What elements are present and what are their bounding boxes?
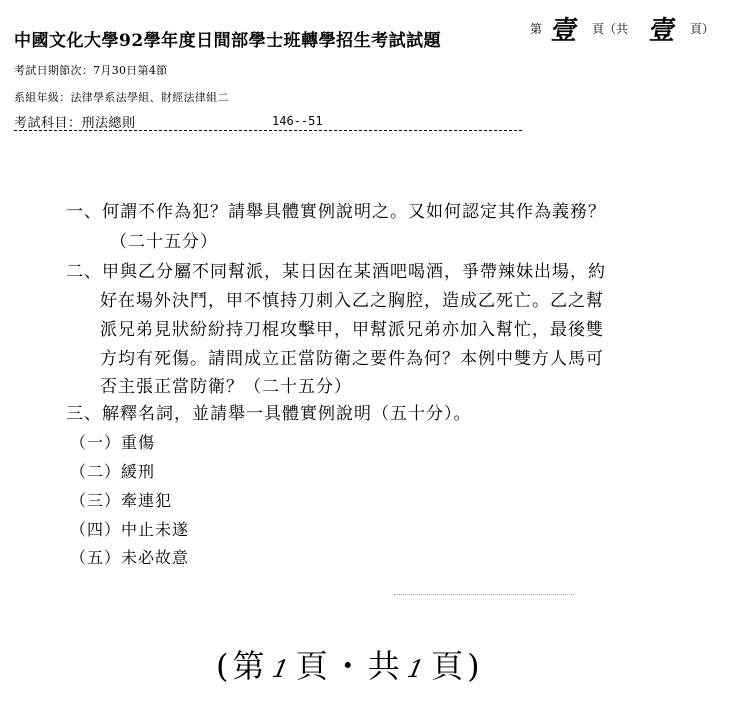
exam-date: 考試日期節次：7月30日第4節 — [14, 64, 168, 77]
handwritten-page-number: 壹 — [549, 16, 580, 46]
term-item-1: （一）重傷 — [70, 433, 156, 452]
exam-subject: 考試科目：刑法總則 — [14, 116, 136, 131]
footer-close: 頁) — [431, 647, 484, 685]
footer-open: (第 — [216, 647, 269, 685]
question-2-line-2: 好在場外決鬥，甲不慎持刀刺入乙之胸腔，造成乙死亡。乙之幫 — [100, 291, 604, 311]
page-indicator-total — [647, 10, 678, 47]
page-indicator-prefix: 第 — [530, 22, 543, 36]
question-1-line-2: （二十五分） — [110, 232, 218, 252]
term-item-5: （五）未必故意 — [70, 548, 190, 567]
question-1-line-1: 一、何謂不作為犯？請舉具體實例說明之。又如何認定其作為義務？ — [66, 202, 606, 222]
question-2-line-3: 派兄弟見狀紛紛持刀棍攻擊甲，甲幫派兄弟亦加入幫忙，最後雙 — [100, 320, 604, 340]
question-2-line-5: 否主張正當防衛？（二十五分） — [100, 377, 352, 397]
exam-title: 中國文化大學92學年度日間部學士班轉學招生考試試題 — [14, 31, 442, 51]
footer-page-number: 1 — [269, 655, 295, 683]
page-indicator-middle: 頁（共 — [592, 22, 629, 36]
faint-scan-marks — [394, 594, 574, 599]
footer-page-indicator — [216, 641, 484, 687]
question-3-line-1: 三、解釋名詞，並請舉一具體實例說明（五十分）。 — [66, 404, 472, 424]
footer-page-total: 1 — [404, 655, 431, 683]
question-2-line-1: 二、甲與乙分屬不同幫派，某日因在某酒吧喝酒，爭帶辣妹出場，約 — [66, 262, 606, 282]
term-item-4: （四）中止未遂 — [70, 520, 190, 539]
term-item-2: （二）緩刑 — [70, 462, 156, 481]
page-indicator-number — [549, 10, 580, 47]
divider-dashed — [14, 130, 522, 131]
question-2-line-4: 方均有死傷。請問成立正當防衛之要件為何？本例中雙方人馬可 — [100, 349, 604, 369]
page-indicator-suffix: 頁） — [690, 22, 715, 36]
footer-middle: 頁・共 — [295, 647, 404, 685]
exam-code: 146--51 — [272, 114, 323, 128]
handwritten-page-total: 壹 — [647, 16, 678, 46]
term-item-3: （三）牽連犯 — [70, 491, 173, 510]
department: 系組年級：法律學系法學組、財經法律組二 — [14, 91, 229, 104]
